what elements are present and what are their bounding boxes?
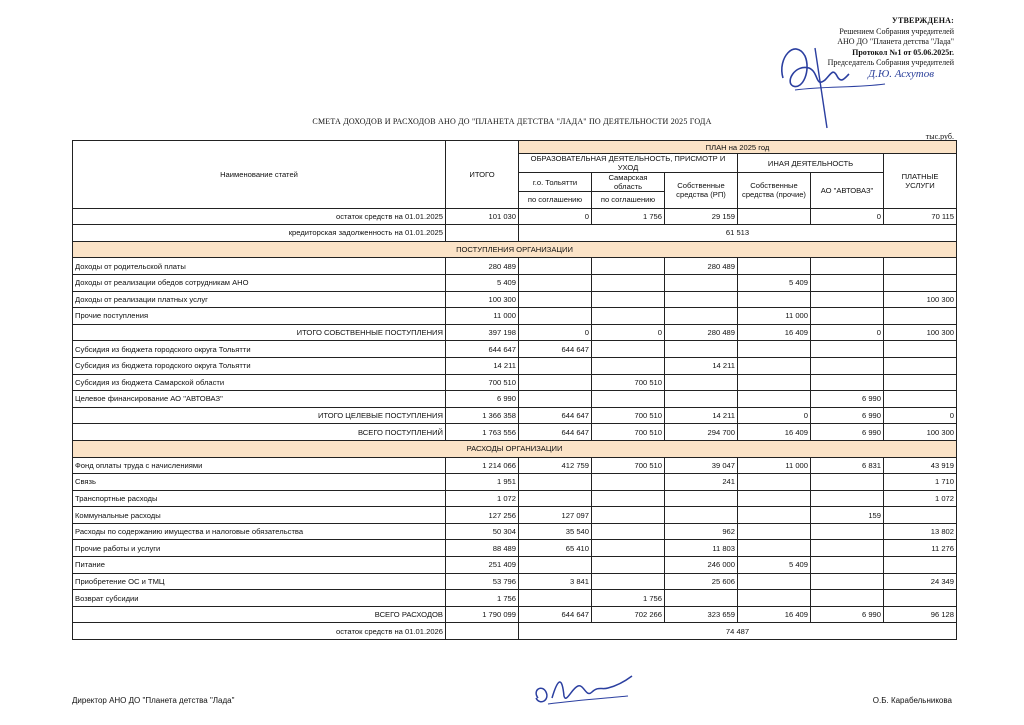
header-name-col: Наименование статей xyxy=(73,141,446,209)
row-value xyxy=(811,341,884,358)
row-value xyxy=(592,523,665,540)
row-value xyxy=(738,291,811,308)
row-value xyxy=(665,308,738,325)
row-value xyxy=(738,474,811,491)
row-label: Доходы от родительской платы xyxy=(73,258,446,275)
approval-organization: АНО ДО "Планета детства "Лада" xyxy=(837,37,954,46)
row-value: 0 xyxy=(519,208,592,225)
row-value xyxy=(665,274,738,291)
row-value: 13 802 xyxy=(884,523,957,540)
row-value xyxy=(884,507,957,524)
row-value: 14 211 xyxy=(665,407,738,424)
row-value xyxy=(884,258,957,275)
row-value: 100 300 xyxy=(884,291,957,308)
row-value: 11 000 xyxy=(738,308,811,325)
row-value: 39 047 xyxy=(665,457,738,474)
row-value: 101 030 xyxy=(446,208,519,225)
row-value: 70 115 xyxy=(884,208,957,225)
row-value: 74 487 xyxy=(519,623,957,640)
row-value: 65 410 xyxy=(519,540,592,557)
row-value: 0 xyxy=(811,324,884,341)
income-row xyxy=(73,258,957,275)
row-value: 241 xyxy=(665,474,738,491)
row-value xyxy=(665,391,738,408)
row-value xyxy=(665,291,738,308)
row-value: 43 919 xyxy=(884,457,957,474)
target-total-row xyxy=(73,407,957,424)
expense-row xyxy=(73,540,957,557)
row-label: Субсидия из бюджета городского округа Тольятти xyxy=(73,357,446,374)
row-value xyxy=(884,374,957,391)
row-value xyxy=(884,590,957,607)
target-row xyxy=(73,357,957,374)
row-value: 50 304 xyxy=(446,523,519,540)
row-value: 6 990 xyxy=(811,391,884,408)
row-value: 5 409 xyxy=(446,274,519,291)
header-total-col: ИТОГО xyxy=(446,141,519,209)
row-value: 127 256 xyxy=(446,507,519,524)
row-value: 700 510 xyxy=(446,374,519,391)
income-row xyxy=(73,308,957,325)
row-value xyxy=(738,490,811,507)
row-value: 246 000 xyxy=(665,557,738,574)
row-value: 11 000 xyxy=(446,308,519,325)
row-label: ИТОГО СОБСТВЕННЫЕ ПОСТУПЛЕНИЯ xyxy=(73,324,446,341)
row-value xyxy=(519,474,592,491)
header-tolyatti: г.о. Тольятти xyxy=(519,173,592,192)
section-income xyxy=(73,241,957,258)
row-value: 16 409 xyxy=(738,424,811,441)
row-value xyxy=(884,357,957,374)
row-value: 1 366 358 xyxy=(446,407,519,424)
row-value xyxy=(665,374,738,391)
row-value: 29 159 xyxy=(665,208,738,225)
header-other-group: ИНАЯ ДЕЯТЕЛЬНОСТЬ xyxy=(738,154,884,173)
footer-director: Директор АНО ДО "Планета детства "Лада" xyxy=(72,696,235,705)
row-value xyxy=(738,341,811,358)
row-value: 61 513 xyxy=(519,225,957,242)
income-row xyxy=(73,274,957,291)
row-value: 25 606 xyxy=(665,573,738,590)
row-value xyxy=(592,490,665,507)
row-value-empty xyxy=(446,623,519,640)
row-value: 412 759 xyxy=(519,457,592,474)
target-row xyxy=(73,391,957,408)
row-value: 0 xyxy=(884,407,957,424)
row-value: 5 409 xyxy=(738,557,811,574)
income-row xyxy=(73,291,957,308)
header-plan: ПЛАН на 2025 год xyxy=(519,141,957,154)
expense-row xyxy=(73,590,957,607)
target-row xyxy=(73,341,957,358)
row-value xyxy=(811,357,884,374)
row-value xyxy=(884,274,957,291)
row-value xyxy=(811,523,884,540)
row-value xyxy=(884,341,957,358)
row-value xyxy=(738,573,811,590)
row-value xyxy=(592,308,665,325)
row-value xyxy=(884,557,957,574)
row-value xyxy=(884,391,957,408)
row-value xyxy=(592,391,665,408)
target-row xyxy=(73,374,957,391)
row-value xyxy=(519,557,592,574)
row-value: 16 409 xyxy=(738,324,811,341)
own-total-row xyxy=(73,324,957,341)
row-value xyxy=(519,258,592,275)
row-value: 3 841 xyxy=(519,573,592,590)
row-value: 159 xyxy=(811,507,884,524)
row-value: 0 xyxy=(738,407,811,424)
director-signature-image xyxy=(528,668,638,713)
expense-row xyxy=(73,573,957,590)
row-value: 644 647 xyxy=(446,341,519,358)
row-value: 35 540 xyxy=(519,523,592,540)
row-label: Приобретение ОС и ТМЦ xyxy=(73,573,446,590)
row-value: 88 489 xyxy=(446,540,519,557)
row-value xyxy=(811,490,884,507)
closing-balance-row xyxy=(73,623,957,640)
row-value: 1 072 xyxy=(446,490,519,507)
row-value: 962 xyxy=(665,523,738,540)
row-value: 1 072 xyxy=(884,490,957,507)
row-value: 1 790 099 xyxy=(446,606,519,623)
row-value-empty xyxy=(446,225,519,242)
row-value xyxy=(811,573,884,590)
row-value: 6 990 xyxy=(446,391,519,408)
row-value: 700 510 xyxy=(592,457,665,474)
row-value xyxy=(665,507,738,524)
row-value xyxy=(592,357,665,374)
row-value xyxy=(738,374,811,391)
row-label: Фонд оплаты труда с начислениями xyxy=(73,457,446,474)
row-value: 1 756 xyxy=(592,590,665,607)
row-value: 100 300 xyxy=(446,291,519,308)
row-value xyxy=(519,291,592,308)
row-value xyxy=(665,341,738,358)
row-value: 1 756 xyxy=(446,590,519,607)
row-value xyxy=(738,523,811,540)
footer-director-name: О.Б. Карабельникова xyxy=(872,696,952,705)
row-value: 16 409 xyxy=(738,606,811,623)
row-value xyxy=(811,291,884,308)
row-value: 14 211 xyxy=(446,357,519,374)
row-value: 0 xyxy=(519,324,592,341)
row-value: 11 000 xyxy=(738,457,811,474)
row-value xyxy=(519,357,592,374)
row-value xyxy=(592,507,665,524)
row-value xyxy=(738,590,811,607)
opening-balance-row xyxy=(73,208,957,225)
row-value: 280 489 xyxy=(446,258,519,275)
row-value xyxy=(592,540,665,557)
header-paid: ПЛАТНЫЕ УСЛУГИ xyxy=(884,154,957,209)
row-value xyxy=(665,490,738,507)
row-value: 100 300 xyxy=(884,424,957,441)
row-value xyxy=(519,308,592,325)
row-value: 100 300 xyxy=(884,324,957,341)
row-value: 702 266 xyxy=(592,606,665,623)
row-value: 1 214 066 xyxy=(446,457,519,474)
row-label: ВСЕГО ПОСТУПЛЕНИЙ xyxy=(73,424,446,441)
expense-row xyxy=(73,523,957,540)
row-label: Возврат субсидии xyxy=(73,590,446,607)
row-value xyxy=(519,391,592,408)
row-value xyxy=(519,274,592,291)
row-value: 700 510 xyxy=(592,407,665,424)
row-value: 96 128 xyxy=(884,606,957,623)
expense-row xyxy=(73,507,957,524)
row-value: 6 990 xyxy=(811,424,884,441)
approval-protocol: Протокол №1 от 05.06.2025г. xyxy=(852,47,954,57)
header-own-edu: Собственные средства (РП) xyxy=(665,173,738,209)
row-value xyxy=(738,507,811,524)
row-value: 1 951 xyxy=(446,474,519,491)
row-value: 11 276 xyxy=(884,540,957,557)
row-value: 14 211 xyxy=(665,357,738,374)
row-value xyxy=(519,374,592,391)
expense-row xyxy=(73,474,957,491)
row-value: 294 700 xyxy=(665,424,738,441)
row-label: Расходы по содержанию имущества и налоговые обязательства xyxy=(73,523,446,540)
units-label: тыс.руб. xyxy=(925,132,954,141)
row-value: 397 198 xyxy=(446,324,519,341)
row-value: 644 647 xyxy=(519,606,592,623)
row-value xyxy=(592,258,665,275)
document-title: СМЕТА ДОХОДОВ И РАСХОДОВ АНО ДО "ПЛАНЕТА ДЕТСТВА "ЛАДА" ПО ДЕЯТЕЛЬНОСТИ 2025 ГОДА xyxy=(312,117,712,126)
header-avtovaz: АО "АВТОВАЗ" xyxy=(811,173,884,209)
row-label: остаток средств на 01.01.2026 xyxy=(73,623,446,640)
approval-decision: Решением Собрания учредителей xyxy=(839,26,954,36)
row-value xyxy=(738,540,811,557)
row-value: 6 831 xyxy=(811,457,884,474)
row-label: Субсидия из бюджета Самарской области xyxy=(73,374,446,391)
row-value: 6 990 xyxy=(811,606,884,623)
approval-signature-name: Д.Ю. Асхутов xyxy=(868,67,934,80)
row-value: 0 xyxy=(811,208,884,225)
row-label: Субсидия из бюджета городского округа Тольятти xyxy=(73,341,446,358)
row-label: Связь xyxy=(73,474,446,491)
section-expense xyxy=(73,440,957,457)
row-value xyxy=(519,490,592,507)
row-value: 0 xyxy=(592,324,665,341)
row-value xyxy=(665,590,738,607)
section-title: РАСХОДЫ ОРГАНИЗАЦИИ xyxy=(73,440,957,457)
section-title: ПОСТУПЛЕНИЯ ОРГАНИЗАЦИИ xyxy=(73,241,957,258)
row-label: остаток средств на 01.01.2025 xyxy=(73,208,446,225)
row-value xyxy=(738,258,811,275)
row-label: Доходы от реализации обедов сотрудникам АНО xyxy=(73,274,446,291)
row-value xyxy=(811,258,884,275)
header-edu-group: ОБРАЗОВАТЕЛЬНАЯ ДЕЯТЕЛЬНОСТЬ, ПРИСМОТР И УХОД xyxy=(519,154,738,173)
row-value: 251 409 xyxy=(446,557,519,574)
approval-heading: УТВЕРЖДЕНА: xyxy=(891,16,954,25)
row-label: Доходы от реализации платных услуг xyxy=(73,291,446,308)
row-value xyxy=(811,274,884,291)
row-value: 5 409 xyxy=(738,274,811,291)
row-value: 280 489 xyxy=(665,324,738,341)
expense-row xyxy=(73,457,957,474)
row-value xyxy=(811,308,884,325)
income-total-row xyxy=(73,424,957,441)
expense-row xyxy=(73,490,957,507)
row-value xyxy=(811,557,884,574)
row-value xyxy=(592,341,665,358)
row-value: 1 763 556 xyxy=(446,424,519,441)
row-value: 700 510 xyxy=(592,374,665,391)
row-label: Прочие поступления xyxy=(73,308,446,325)
row-label: Транспортные расходы xyxy=(73,490,446,507)
row-value xyxy=(738,391,811,408)
row-value: 280 489 xyxy=(665,258,738,275)
approval-chairman: Председатель Собрания учредителей xyxy=(827,58,954,67)
row-value xyxy=(592,474,665,491)
row-label: Прочие работы и услуги xyxy=(73,540,446,557)
row-value xyxy=(811,540,884,557)
row-value: 1 710 xyxy=(884,474,957,491)
budget-table xyxy=(72,140,957,640)
row-value xyxy=(592,573,665,590)
row-value xyxy=(811,374,884,391)
header-by-agreement: по соглашению xyxy=(519,192,592,209)
row-value xyxy=(592,274,665,291)
row-value: 644 647 xyxy=(519,341,592,358)
row-value xyxy=(738,208,811,225)
row-value xyxy=(738,357,811,374)
row-value: 24 349 xyxy=(884,573,957,590)
row-value: 700 510 xyxy=(592,424,665,441)
row-value: 644 647 xyxy=(519,424,592,441)
row-label: ИТОГО ЦЕЛЕВЫЕ ПОСТУПЛЕНИЯ xyxy=(73,407,446,424)
header-by-agreement: по соглашению xyxy=(592,192,665,209)
row-value xyxy=(519,590,592,607)
row-value: 644 647 xyxy=(519,407,592,424)
row-label: Целевое финансирование АО "АВТОВАЗ" xyxy=(73,391,446,408)
row-value xyxy=(884,308,957,325)
row-label: кредиторская задолженность на 01.01.2025 xyxy=(73,225,446,242)
row-label: ВСЕГО РАСХОДОВ xyxy=(73,606,446,623)
expense-total-row xyxy=(73,606,957,623)
row-value xyxy=(592,557,665,574)
row-value: 53 796 xyxy=(446,573,519,590)
row-value xyxy=(592,291,665,308)
row-value: 11 803 xyxy=(665,540,738,557)
row-value: 127 097 xyxy=(519,507,592,524)
header-own-other: Собственные средства (прочие) xyxy=(738,173,811,209)
row-value: 323 659 xyxy=(665,606,738,623)
row-value: 1 756 xyxy=(592,208,665,225)
row-label: Питание xyxy=(73,557,446,574)
row-label: Коммунальные расходы xyxy=(73,507,446,524)
expense-row xyxy=(73,557,957,574)
header-samara: Самарская область xyxy=(592,173,665,192)
row-value xyxy=(811,474,884,491)
row-value: 6 990 xyxy=(811,407,884,424)
payables-row xyxy=(73,225,957,242)
row-value xyxy=(811,590,884,607)
